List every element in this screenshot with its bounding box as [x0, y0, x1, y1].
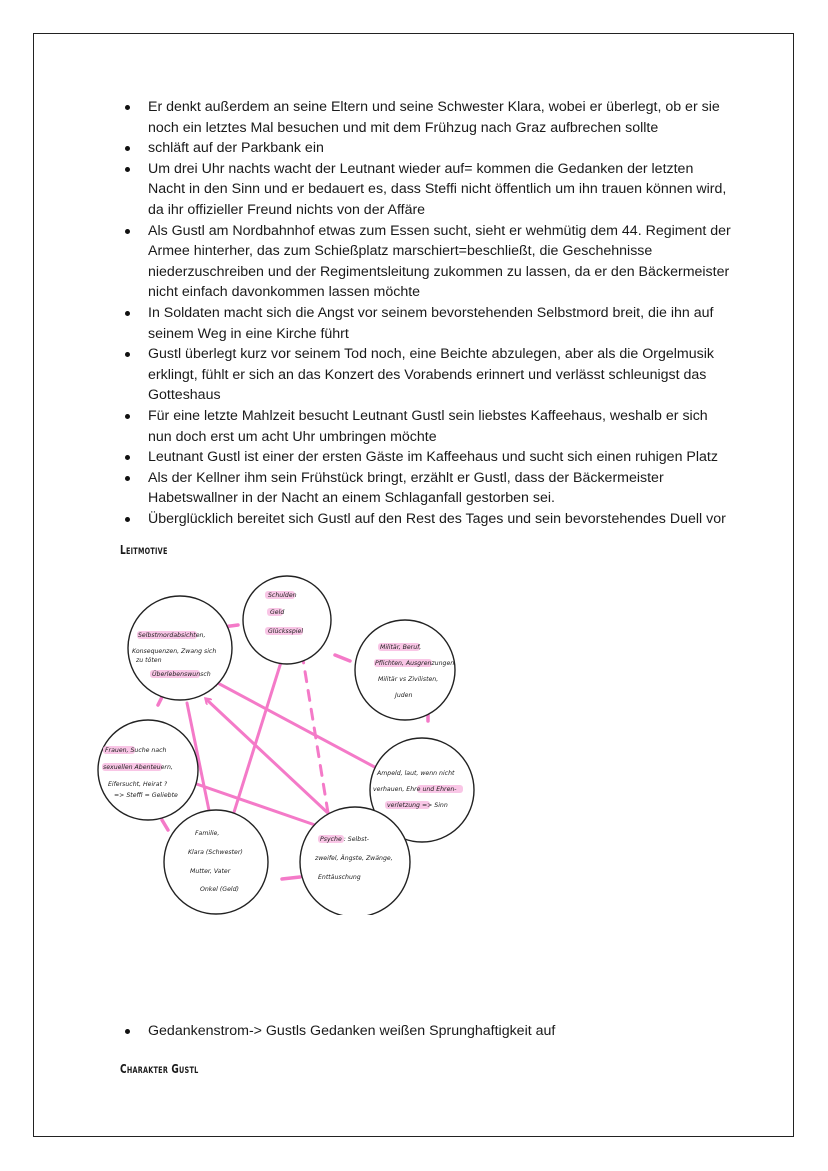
list-item: Als Gustl am Nordbahnhof etwas zum Essen sucht, sieht er wehmütig dem 44. Regiment der Armee hinterher, das zum Schießplatz marschiert=beschließt, die Geschehnisse niederzuschreiben und der Regimentsleitung zukommen zu lassen, da er den Bäckermeister nicht einfach davonkommen lassen möchte [122, 221, 732, 303]
circles [98, 576, 474, 915]
svg-text:Klara (Schwester): Klara (Schwester) [188, 849, 243, 856]
svg-text:Psyche : Selbst-: Psyche : Selbst- [320, 836, 370, 843]
arrow [302, 653, 330, 825]
svg-text:Onkel (Geld): Onkel (Geld) [200, 886, 239, 893]
arrow [335, 655, 350, 661]
list-item: In Soldaten macht sich die Angst vor seinem bevorstehenden Selbstmord breit, die ihn auf seinem Weg in eine Kirche führt [122, 303, 732, 344]
svg-text:Militär vs Zivilisten,: Militär vs Zivilisten, [378, 676, 439, 683]
list-item: Er denkt außerdem an seine Eltern und seine Schwester Klara, wobei er überlegt, ob er sie noch ein letztes Mal besuchen und mit dem Frühzug nach Graz aufbrechen sollte [122, 97, 732, 138]
svg-text:Juden: Juden [395, 692, 413, 699]
heading-leitmotive: Leitmotive [120, 542, 168, 557]
svg-text:Militär, Beruf,: Militär, Beruf, [380, 644, 422, 651]
svg-text:Geld: Geld [270, 609, 285, 616]
svg-text:Mutter, Vater: Mutter, Vater [190, 868, 231, 875]
svg-text:Konsequenzen, Zwang sich: Konsequenzen, Zwang sich [132, 648, 217, 655]
arrow [162, 820, 168, 830]
svg-text:Ampeld, laut, wenn nicht: Ampeld, laut, wenn nicht [377, 770, 455, 777]
svg-text:Familie,: Familie, [195, 830, 220, 837]
svg-text:sexuellen Abenteuern,: sexuellen Abenteuern, [103, 764, 173, 771]
list-item: Überglücklich bereitet sich Gustl auf den Rest des Tages und sein bevorstehendes Duell vor [122, 509, 732, 530]
arrow [214, 681, 382, 771]
summary-list [122, 97, 732, 529]
svg-text:verletzung => Sinn: verletzung => Sinn [387, 802, 448, 809]
svg-text:Eifersucht, Heirat ?: Eifersucht, Heirat ? [108, 781, 168, 788]
leitmotive-diagram [90, 575, 490, 915]
svg-text:=> Steffi = Geliebte: => Steffi = Geliebte [114, 792, 178, 799]
svg-text:Pflichten, Ausgrenzungen: Pflichten, Ausgrenzungen [375, 660, 455, 667]
arrow [282, 877, 300, 879]
svg-text:Glücksspiel: Glücksspiel [268, 628, 304, 635]
svg-text:Enttäuschung: Enttäuschung [318, 874, 361, 881]
list-item: Um drei Uhr nachts wacht der Leutnant wieder auf= kommen die Gedanken der letzten Nacht in den Sinn und er bedauert es, dass Steffi nicht öffentlich um ihn trauen können wird, da ihr offizieller Freund nichts von der Affäre [122, 159, 732, 221]
list-item-gedankenstrom: Gedankenstrom-> Gustls Gedanken weißen Sprunghaftigkeit auf [122, 1021, 555, 1041]
svg-text:Schulden: Schulden [268, 592, 297, 599]
list-item: Leutnant Gustl ist einer der ersten Gäste im Kaffeehaus und sucht sich einen ruhigen Platz [122, 447, 732, 468]
svg-text:Frauen, Suche nach: Frauen, Suche nach [105, 747, 167, 754]
svg-text:Überlebenswunsch: Überlebenswunsch [152, 671, 211, 678]
arrow [158, 697, 162, 705]
svg-text:Selbstmordabsichten,: Selbstmordabsichten, [138, 632, 206, 639]
svg-text:zu töten: zu töten [136, 657, 162, 664]
list-item: Für eine letzte Mahlzeit besucht Leutnant Gustl sein liebstes Kaffeehaus, weshalb er sich nun doch erst um acht Uhr umbringen möchte [122, 406, 732, 447]
svg-text:verhauen, Ehre und Ehren-: verhauen, Ehre und Ehren- [373, 786, 457, 793]
heading-charakter-gustl: Charakter Gustl [120, 1061, 199, 1076]
list-item: schläft auf der Parkbank ein [122, 138, 732, 159]
list-item: Als der Kellner ihm sein Frühstück bringt, erzählt er Gustl, dass der Bäckermeister Habetswallner in der Nacht an einem Schlaganfall gestorben sei. [122, 468, 732, 509]
svg-text:zweifel, Ängste, Zwänge,: zweifel, Ängste, Zwänge, [315, 855, 393, 862]
list-item: Gustl überlegt kurz vor seinem Tod noch, eine Beichte abzulegen, aber als die Orgelmusik erklingt, fühlt er sich an das Konzert des Vorabends erinnert und verlässt schleunigst das Gotteshaus [122, 344, 732, 406]
